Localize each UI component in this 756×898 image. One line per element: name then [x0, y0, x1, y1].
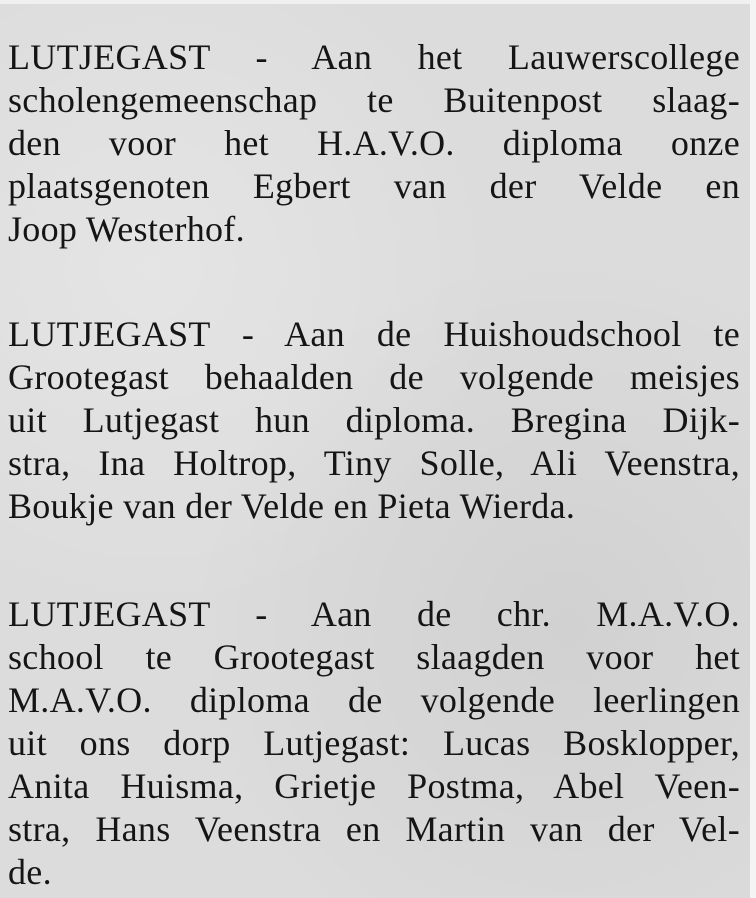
- text-line: school te Grootegast slaagden voor het: [8, 637, 740, 677]
- clipping-right-edge: [750, 0, 756, 898]
- text-line: stra, Hans Veenstra en Martin van der Vel-: [8, 809, 740, 849]
- text-line: Joop Westerhof.: [8, 209, 245, 249]
- text-line: LUTJEGAST - Aan de Huishoudschool te: [8, 314, 740, 354]
- text-line: LUTJEGAST - Aan het Lauwerscollege: [8, 37, 740, 77]
- text-line: den voor het H.A.V.O. diploma onze: [8, 123, 740, 163]
- text-line: stra, Ina Holtrop, Tiny Solle, Ali Veenstra,: [8, 443, 740, 483]
- text-line: plaatsgenoten Egbert van der Velde en: [8, 166, 740, 206]
- text-line: uit Lutjegast hun diploma. Bregina Dijk-: [8, 400, 740, 440]
- text-line: Boukje van der Velde en Pieta Wierda.: [8, 486, 576, 526]
- text-line: LUTJEGAST - Aan de chr. M.A.V.O.: [8, 594, 740, 634]
- article-paragraph-mavo: [8, 593, 740, 894]
- text-line: uit ons dorp Lutjegast: Lucas Bosklopper,: [8, 723, 740, 763]
- article-paragraph-havo: [8, 36, 740, 251]
- text-line: Anita Huisma, Grietje Postma, Abel Veen-: [8, 766, 740, 806]
- clipping-top-edge: [0, 0, 756, 4]
- text-line: scholengemeenschap te Buitenpost slaag-: [8, 80, 740, 120]
- text-line: de.: [8, 852, 52, 892]
- text-line: Grootegast behaalden de volgende meisjes: [8, 357, 740, 397]
- text-line: M.A.V.O. diploma de volgende leerlingen: [8, 680, 740, 720]
- article-paragraph-huishoudschool: [8, 313, 740, 528]
